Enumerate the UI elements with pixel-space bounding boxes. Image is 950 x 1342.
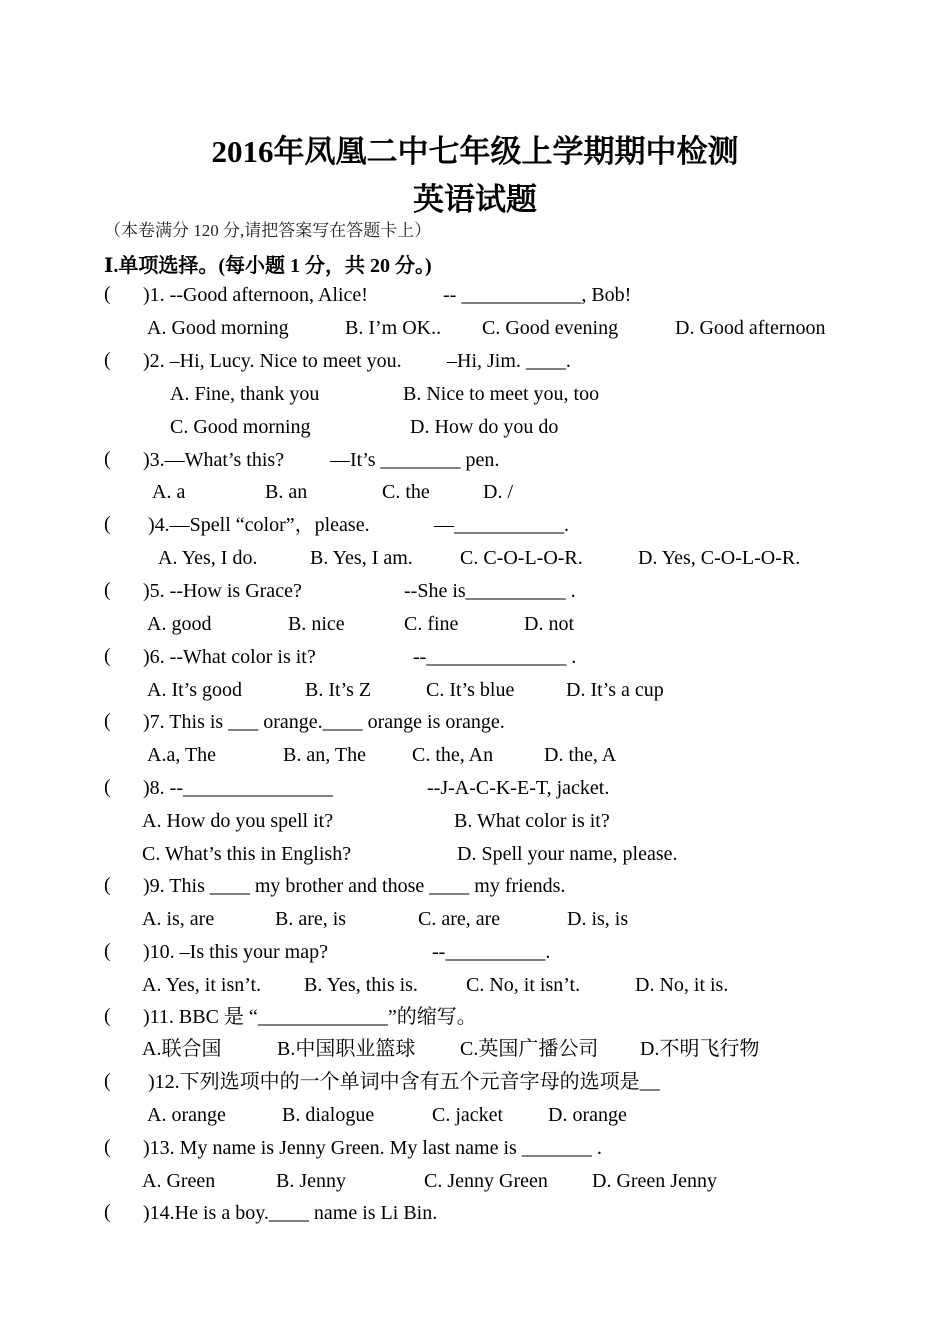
- option-c: C. Jenny Green: [424, 1170, 548, 1192]
- option-d: D. How do you do: [410, 416, 559, 438]
- question-10-reply: --__________.: [432, 941, 551, 963]
- question-2-reply: –Hi, Jim. ____.: [447, 350, 571, 372]
- question-3-reply: —It’s ________ pen.: [330, 449, 500, 471]
- option-b: B. Jenny: [276, 1170, 346, 1192]
- question-10: )10. –Is this your map?: [143, 941, 328, 963]
- question-6: )6. --What color is it?: [143, 646, 316, 668]
- option-b: B. It’s Z: [305, 679, 372, 701]
- answer-paren: (: [104, 940, 111, 962]
- exam-subtitle: 英语试题: [413, 182, 537, 217]
- answer-paren: (: [104, 513, 111, 535]
- option-c: C. C-O-L-O-R.: [460, 547, 583, 569]
- answer-paren: (: [104, 1201, 111, 1223]
- answer-paren: (: [104, 1070, 111, 1092]
- section-heading: Ⅰ.单项选择。(每小题 1 分，共 20 分。): [104, 255, 432, 277]
- question-14: )14.He is a boy.____ name is Li Bin.: [143, 1202, 438, 1224]
- option-c: C. fine: [404, 613, 459, 635]
- option-c: C.英国广播公司: [460, 1038, 599, 1060]
- option-b: B. What color is it?: [454, 810, 610, 832]
- option-b: B. an: [265, 481, 308, 503]
- question-2: )2. –Hi, Lucy. Nice to meet you.: [143, 350, 402, 372]
- option-b: B. are, is: [275, 908, 347, 930]
- option-a: A. Green: [142, 1170, 216, 1192]
- question-13: )13. My name is Jenny Green. My last name is _______ .: [143, 1137, 602, 1159]
- answer-paren: (: [104, 710, 111, 732]
- option-c: C. are, are: [418, 908, 501, 930]
- option-a: A. Fine, thank you: [170, 383, 320, 405]
- option-a: A. a: [152, 481, 186, 503]
- option-d: D. Green Jenny: [592, 1170, 717, 1192]
- option-c: C. the: [382, 481, 430, 503]
- question-8: )8. --_______________: [143, 777, 333, 799]
- option-d: D. It’s a cup: [566, 679, 664, 701]
- answer-paren: (: [104, 874, 111, 896]
- option-a: A.联合国: [142, 1038, 222, 1060]
- question-12: )12.下列选项中的一个单词中含有五个元音字母的选项是__: [148, 1071, 660, 1093]
- option-a: A.a, The: [147, 744, 217, 766]
- option-c: C. the, An: [412, 744, 494, 766]
- answer-paren: (: [104, 645, 111, 667]
- option-b: B. Yes, this is.: [304, 974, 418, 996]
- option-c: C. jacket: [432, 1104, 504, 1126]
- option-b: B. nice: [288, 613, 345, 635]
- option-b: B. an, The: [283, 744, 366, 766]
- option-c: C. It’s blue: [426, 679, 515, 701]
- question-5-reply: --She is__________ .: [404, 580, 576, 602]
- option-a: A. How do you spell it?: [142, 810, 334, 832]
- option-c: C. No, it isn’t.: [466, 974, 581, 996]
- answer-paren: (: [104, 283, 111, 305]
- option-c: C. Good evening: [482, 317, 619, 339]
- option-d: D. Good afternoon: [675, 317, 826, 339]
- option-a: A. Yes, it isn’t.: [142, 974, 262, 996]
- question-6-reply: --______________ .: [413, 646, 577, 668]
- exam-title: 2016年凤凰二中七年级上学期期中检测: [211, 134, 739, 169]
- option-a: A. is, are: [142, 908, 215, 930]
- option-d: D. Yes, C-O-L-O-R.: [638, 547, 801, 569]
- option-d: D. not: [524, 613, 574, 635]
- answer-paren: (: [104, 1136, 111, 1158]
- option-a: A. It’s good: [147, 679, 242, 701]
- answer-paren: (: [104, 579, 111, 601]
- option-d: D.不明飞行物: [640, 1038, 760, 1060]
- option-d: D. orange: [548, 1104, 627, 1126]
- option-c: C. What’s this in English?: [142, 843, 352, 865]
- option-b: B. dialogue: [282, 1104, 375, 1126]
- question-1-reply: -- ____________, Bob!: [443, 284, 632, 306]
- question-11: )11. BBC 是 “_____________”的缩写。: [143, 1006, 477, 1028]
- option-b: B. Nice to meet you, too: [403, 383, 600, 405]
- option-a: A. orange: [147, 1104, 226, 1126]
- option-d: D. the, A: [544, 744, 617, 766]
- option-d: D. No, it is.: [635, 974, 729, 996]
- option-c: C. Good morning: [170, 416, 311, 438]
- answer-paren: (: [104, 349, 111, 371]
- answer-paren: (: [104, 776, 111, 798]
- question-8-reply: --J-A-C-K-E-T, jacket.: [427, 777, 610, 799]
- option-d: D. is, is: [567, 908, 629, 930]
- question-4-reply: —___________.: [434, 514, 569, 536]
- exam-note: （本卷满分 120 分,请把答案写在答题卡上）: [104, 221, 432, 240]
- option-a: A. good: [147, 613, 212, 635]
- question-3: )3.—What’s this?: [143, 449, 285, 471]
- option-d: D. Spell your name, please.: [457, 843, 678, 865]
- option-b: B. Yes, I am.: [310, 547, 413, 569]
- question-9: )9. This ____ my brother and those ____ my friends.: [143, 875, 566, 897]
- question-7: )7. This is ___ orange.____ orange is orange.: [143, 711, 505, 733]
- answer-paren: (: [104, 448, 111, 470]
- question-4: )4.—Spell “color”，please.: [148, 514, 370, 536]
- question-5: )5. --How is Grace?: [143, 580, 302, 602]
- option-b: B.中国职业篮球: [277, 1038, 416, 1060]
- option-b: B. I’m OK..: [345, 317, 442, 339]
- question-1: )1. --Good afternoon, Alice!: [143, 284, 368, 306]
- option-a: A. Good morning: [147, 317, 289, 339]
- option-d: D. /: [483, 481, 513, 503]
- answer-paren: (: [104, 1005, 111, 1027]
- option-a: A. Yes, I do.: [158, 547, 258, 569]
